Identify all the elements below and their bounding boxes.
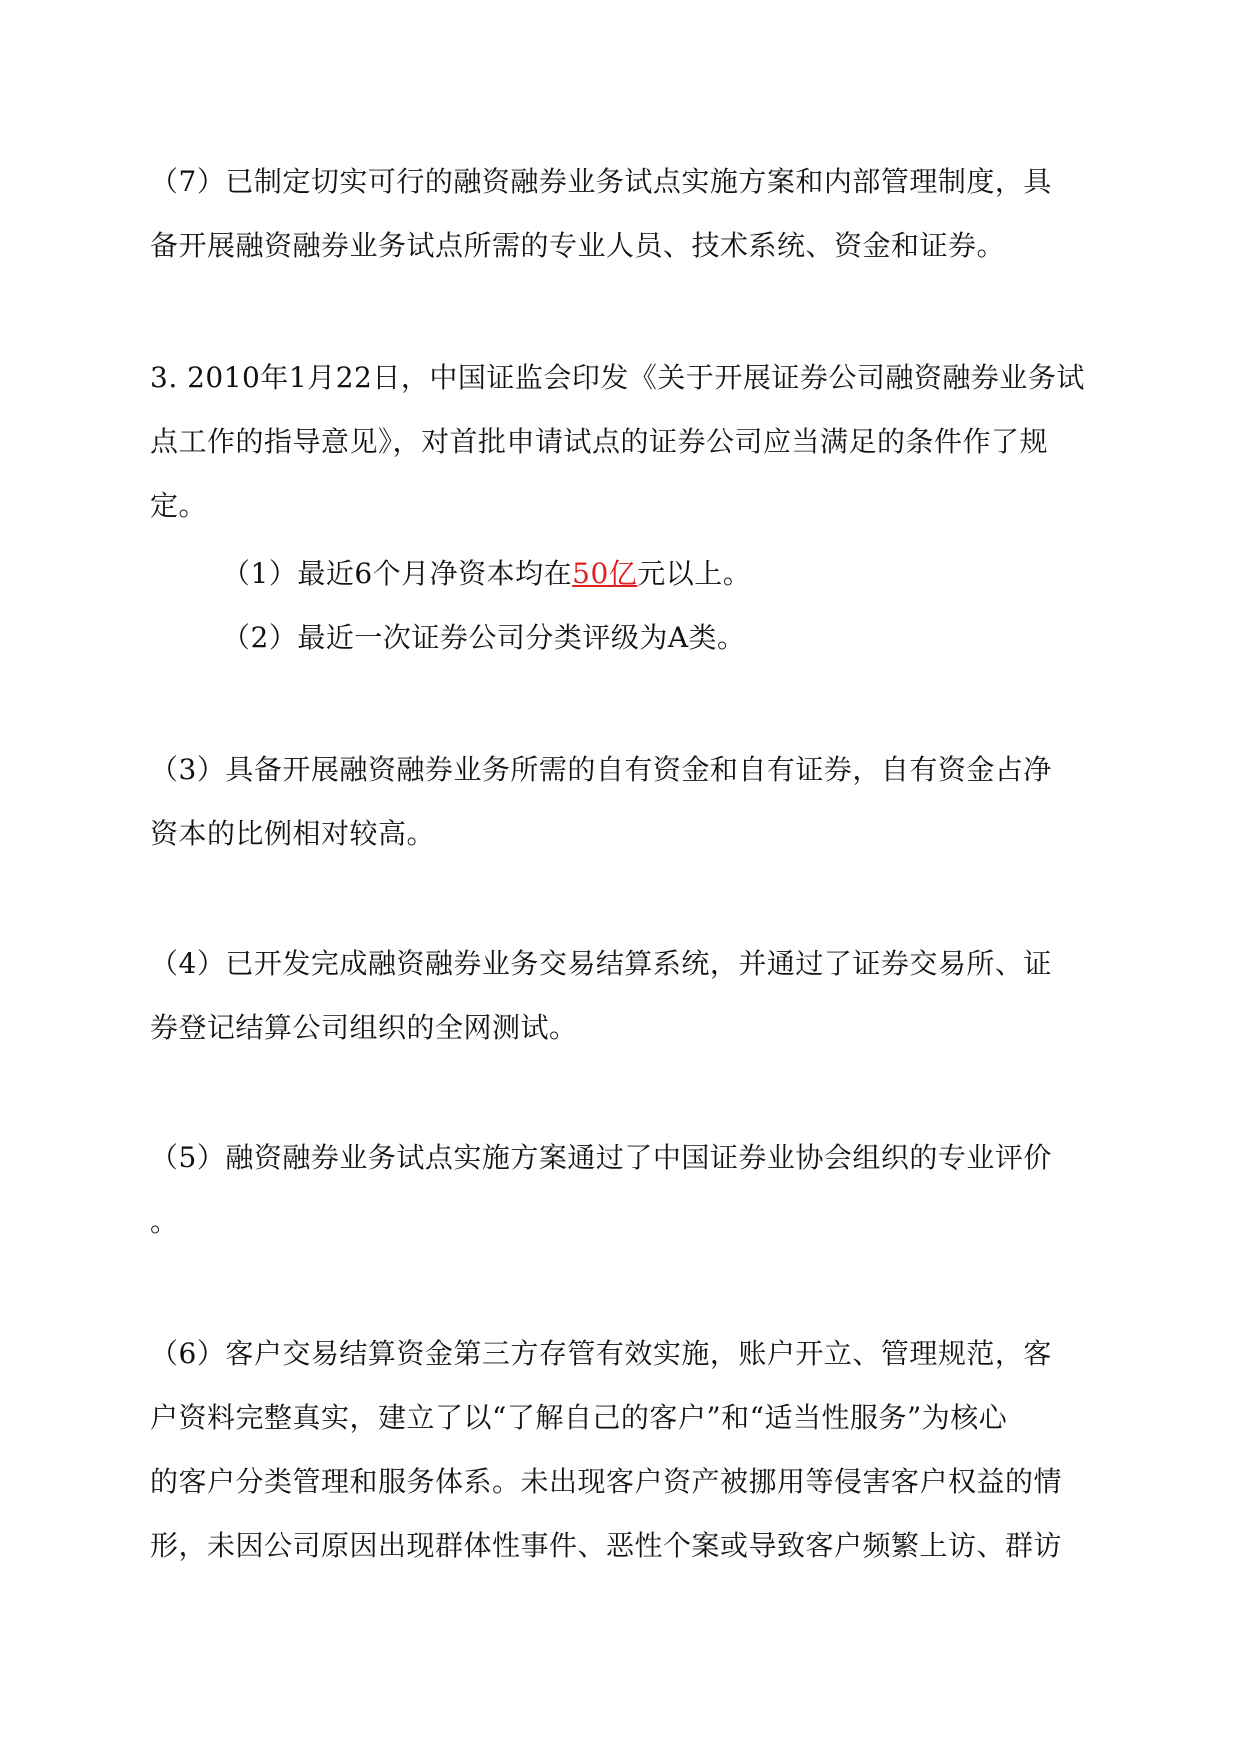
text-line: 户资料完整真实，建立了以“了解自己的客户”和“适当性服务”为核心 bbox=[150, 1401, 1008, 1434]
list-item-1 bbox=[222, 542, 1090, 606]
text-line: 3. 2010年1月22日，中国证监会印发《关于开展证券公司融资融券业务试 bbox=[150, 361, 1085, 394]
text-line: 的客户分类管理和服务体系。未出现客户资产被挪用等侵害客户权益的情 bbox=[150, 1465, 1063, 1498]
paragraph-item-7 bbox=[150, 150, 1090, 278]
text-line: 资本的比例相对较高。 bbox=[150, 817, 436, 850]
text-line bbox=[222, 542, 1090, 606]
text-line: 。 bbox=[150, 1205, 179, 1238]
text-line: 点工作的指导意见》，对首批申请试点的证券公司应当满足的条件作了规 bbox=[150, 425, 1049, 458]
text-line: 券登记结算公司组织的全网测试。 bbox=[150, 1011, 578, 1044]
list-item-5 bbox=[150, 1126, 1090, 1254]
text-line: （3）具备开展融资融券业务所需的自有资金和自有证券，自有资金占净 bbox=[150, 753, 1052, 786]
list-item-4 bbox=[150, 932, 1090, 1060]
list-item-2 bbox=[222, 606, 1090, 670]
text-line: （5）融资融券业务试点实施方案通过了中国证券业协会组织的专业评价 bbox=[150, 1141, 1052, 1174]
list-item-6 bbox=[150, 1322, 1090, 1578]
highlighted-amount: 50亿 bbox=[572, 557, 638, 590]
item-1-suffix: 元以上。 bbox=[637, 557, 752, 590]
text-line: 备开展融资融券业务试点所需的专业人员、技术系统、资金和证券。 bbox=[150, 229, 1006, 262]
list-item-3 bbox=[150, 738, 1090, 866]
text-line: 形，未因公司原因出现群体性事件、恶性个案或导致客户频繁上访、群访 bbox=[150, 1529, 1063, 1562]
text-line: （4）已开发完成融资融券业务交易结算系统，并通过了证券交易所、证 bbox=[150, 947, 1052, 980]
text-line: （2）最近一次证券公司分类评级为A类。 bbox=[222, 621, 746, 654]
item-1-prefix: （1）最近6个月净资本均在 bbox=[222, 557, 573, 590]
paragraph-section-3 bbox=[150, 346, 1090, 538]
text-line: 定。 bbox=[150, 489, 208, 522]
text-line: （7）已制定切实可行的融资融券业务试点实施方案和内部管理制度，具 bbox=[150, 165, 1052, 198]
text-line: （6）客户交易结算资金第三方存管有效实施，账户开立、管理规范，客 bbox=[150, 1337, 1052, 1370]
